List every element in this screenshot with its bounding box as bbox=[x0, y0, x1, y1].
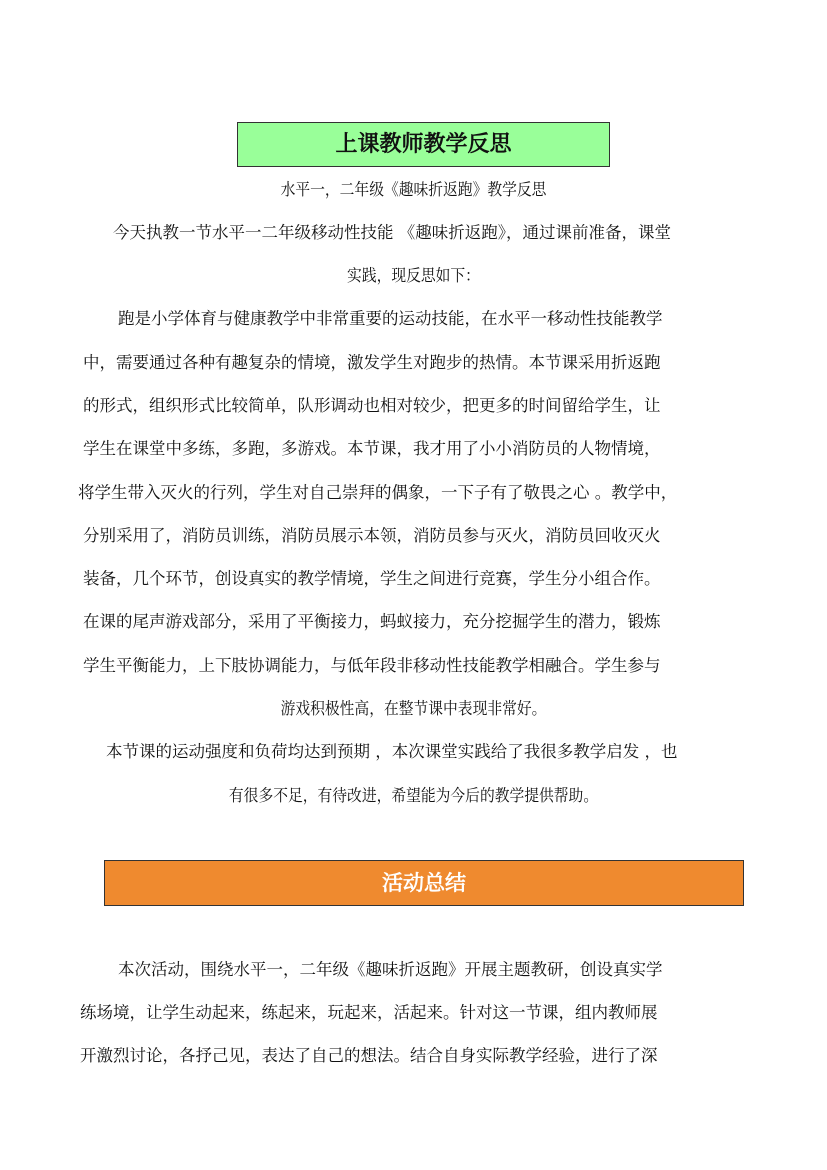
summary-line-2: 练场境，让学生动起来，练起来，玩起来，活起来。针对这一节课，组内教师展 bbox=[80, 1003, 658, 1022]
body-line-5: 将学生带入灭火的行列，学生对自己崇拜的偶象，一下子有了敬畏之心 。教学中， bbox=[78, 483, 678, 502]
body-line-7: 装备，几个环节，创设真实的教学情境，学生之间进行竞赛，学生分小组合作。 bbox=[83, 569, 661, 588]
body-line-3: 的形式，组织形式比较简单，队形调动也相对较少，把更多的时间留给学生，让 bbox=[83, 396, 661, 415]
intro-line-1: 今天执教一节水平一二年级移动性技能 《趣味折返跑》，通过课前准备，课堂 bbox=[113, 223, 671, 242]
summary-line-3: 开激烈讨论，各抒己见，表达了自己的想法。结合自身实际教学经验，进行了深 bbox=[80, 1046, 658, 1065]
closing-line-2: 有很多不足，有待改进，希望能为今后的教学提供帮助。 bbox=[228, 786, 599, 805]
intro-line-2: 实践，现反思如下： bbox=[347, 266, 480, 285]
body-line-10: 游戏积极性高，在整节课中表现非常好。 bbox=[280, 699, 547, 718]
body-line-4: 学生在课堂中多练，多跑，多游戏。本节课，我才用了小小消防员的人物情境， bbox=[83, 439, 661, 458]
body-line-8: 在课的尾声游戏部分，采用了平衡接力，蚂蚁接力，充分挖掘学生的潜力，锻炼 bbox=[83, 612, 661, 631]
summary-heading: 活动总结 bbox=[104, 860, 744, 906]
body-line-1: 跑是小学体育与健康教学中非常重要的运动技能，在水平一移动性技能教学 bbox=[118, 309, 663, 328]
summary-line-1: 本次活动，围绕水平一，二年级《趣味折返跑》开展主题教研，创设真实学 bbox=[118, 960, 663, 979]
body-line-9: 学生平衡能力，上下肢协调能力，与低年段非移动性技能教学相融合。学生参与 bbox=[83, 656, 661, 675]
reflection-subtitle: 水平一，二年级《趣味折返跑》教学反思 bbox=[280, 180, 547, 199]
reflection-heading: 上课教师教学反思 bbox=[237, 122, 610, 167]
body-line-6: 分别采用了，消防员训练，消防员展示本领，消防员参与灭火，消防员回收灭火 bbox=[83, 526, 661, 545]
body-line-2: 中，需要通过各种有趣复杂的情境，激发学生对跑步的热情。本节课采用折返跑 bbox=[83, 353, 661, 372]
closing-line-1: 本节课的运动强度和负荷均达到预期 ，本次课堂实践给了我很多教学启发 ，也 bbox=[106, 742, 678, 761]
